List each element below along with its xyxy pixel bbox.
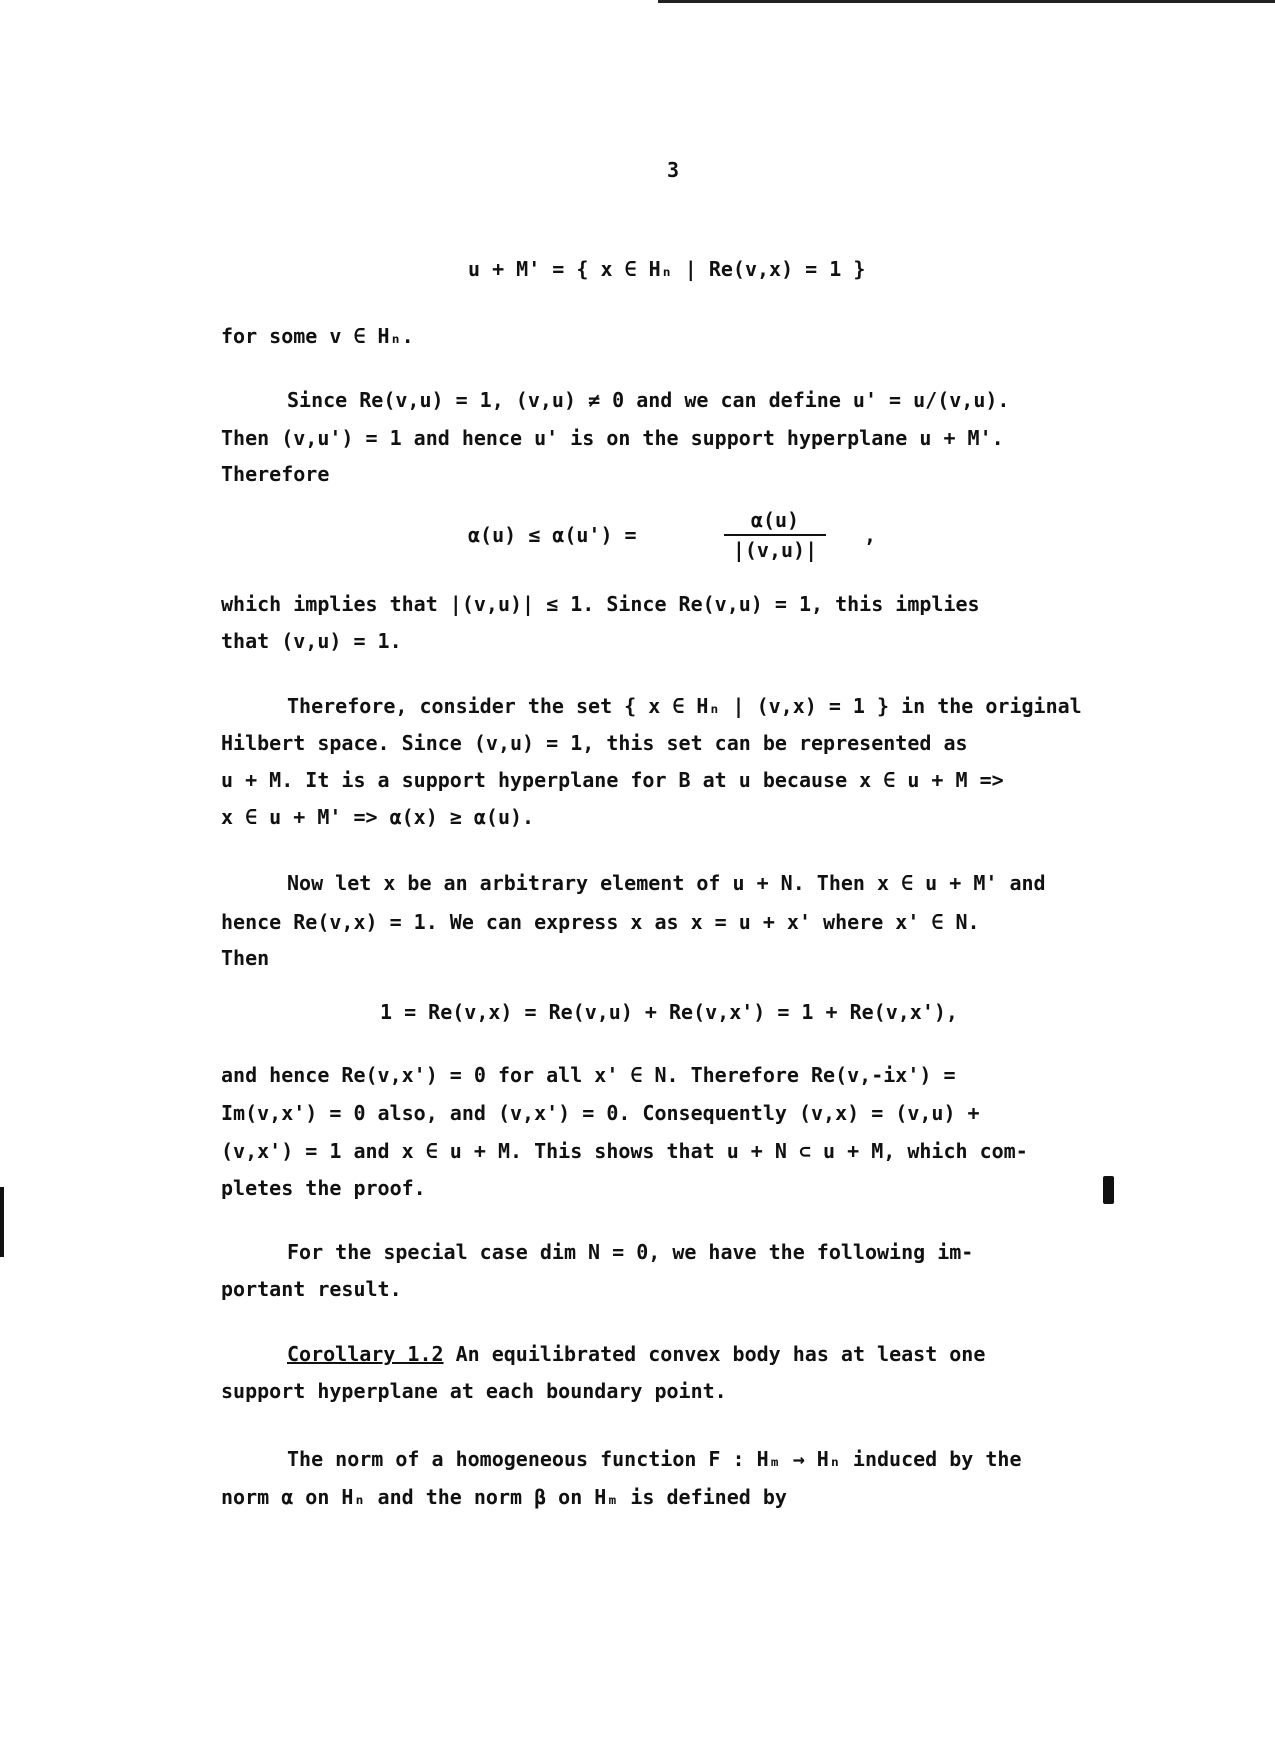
- equation-alpha-fraction: [724, 508, 826, 562]
- text-for-some: for some v ∈ Hₙ.: [221, 324, 414, 348]
- paragraph-1-line-2: Then (v,u') = 1 and hence u' is on the support hyperplane u + M'.: [221, 426, 1004, 450]
- fraction-numerator: α(u): [750, 508, 800, 532]
- equation-alpha-left: α(u) ≤ α(u') =: [468, 523, 637, 547]
- paragraph-5-line-2: Im(v,x') = 0 also, and (v,x') = 0. Consequently (v,x) = (v,u) +: [221, 1101, 980, 1125]
- paragraph-4-line-1: Now let x be an arbitrary element of u + N. Then x ∈ u + M' and: [287, 871, 1046, 895]
- equation-real-part: 1 = Re(v,x) = Re(v,u) + Re(v,x') = 1 + Re(v,x'),: [380, 1000, 958, 1024]
- paragraph-4-line-2: hence Re(v,x) = 1. We can express x as x = u + x' where x' ∈ N.: [221, 910, 980, 934]
- corollary-label: Corollary 1.2: [287, 1342, 444, 1366]
- paragraph-7-line-2: norm α on Hₙ and the norm β on Hₘ is defined by: [221, 1485, 787, 1509]
- page-number: 3: [667, 158, 680, 182]
- paragraph-3-line-2: Hilbert space. Since (v,u) = 1, this set can be represented as: [221, 731, 968, 755]
- paragraph-3-line-4: x ∈ u + M' => α(x) ≥ α(u).: [221, 805, 535, 829]
- margin-mark: [0, 1187, 4, 1257]
- paragraph-1-line-1: Since Re(v,u) = 1, (v,u) ≠ 0 and we can define u' = u/(v,u).: [287, 388, 1010, 412]
- top-rule: [658, 0, 1275, 3]
- paragraph-5-line-4: pletes the proof.: [221, 1176, 426, 1200]
- corollary-line-2: support hyperplane at each boundary point.: [221, 1379, 727, 1403]
- paragraph-6-line-1: For the special case dim N = 0, we have the following im-: [287, 1240, 974, 1264]
- paragraph-4-line-3: Then: [221, 946, 270, 970]
- equation-hyperplane: u + M' = { x ∈ Hₙ | Re(v,x) = 1 }: [468, 257, 866, 281]
- paragraph-3-line-3: u + M. It is a support hyperplane for B at u because x ∈ u + M =>: [221, 768, 1004, 792]
- end-of-proof-mark: [1103, 1176, 1114, 1204]
- paragraph-1-line-3: Therefore: [221, 462, 330, 486]
- fraction-denominator: |(v,u)|: [732, 538, 818, 562]
- paragraph-2-line-1: which implies that |(v,u)| ≤ 1. Since Re(v,u) = 1, this implies: [221, 592, 980, 616]
- paragraph-5-line-1: and hence Re(v,x') = 0 for all x' ∈ N. Therefore Re(v,-ix') =: [221, 1063, 956, 1087]
- paragraph-2-line-2: that (v,u) = 1.: [221, 629, 402, 653]
- corollary-statement: An equilibrated convex body has at least one: [443, 1342, 986, 1366]
- paragraph-5-line-3: (v,x') = 1 and x ∈ u + M. This shows that u + N ⊂ u + M, which com-: [221, 1139, 1028, 1163]
- paragraph-3-line-1: Therefore, consider the set { x ∈ Hₙ | (v,x) = 1 } in the original: [287, 694, 1082, 718]
- paragraph-6-line-2: portant result.: [221, 1277, 402, 1301]
- equation-alpha-comma: ,: [864, 523, 877, 547]
- paragraph-7-line-1: The norm of a homogeneous function F : Hₘ → Hₙ induced by the: [287, 1447, 1022, 1471]
- corollary-line-1: [287, 1342, 985, 1366]
- fraction-bar: [724, 534, 826, 536]
